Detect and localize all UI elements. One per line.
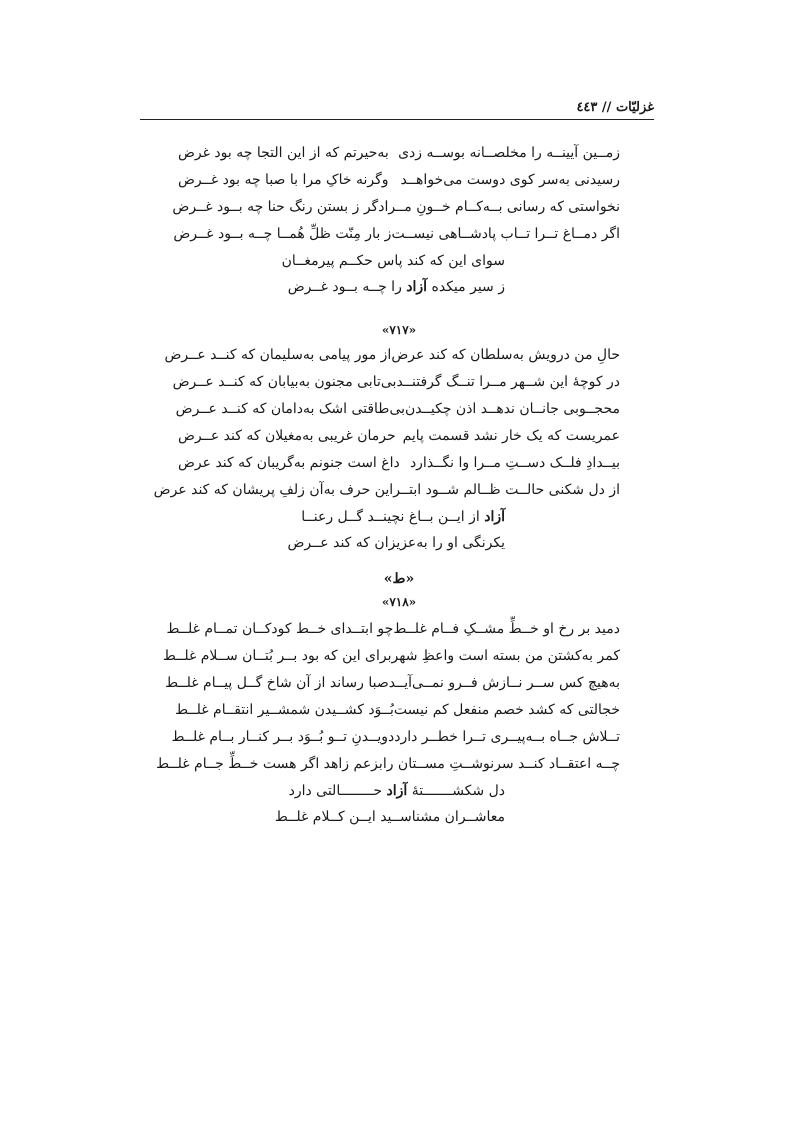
first-hemistich: خجالتی که کشد خصم منفعل کم نیست	[393, 702, 620, 718]
first-hemistich: کمر به‌کشتن من بسته است واعظِ شهر	[391, 648, 620, 664]
closing-text: حــــــــالتی دارد	[288, 783, 387, 799]
closing-text: را چــه بــود غــرض	[287, 279, 407, 295]
header-rule	[140, 119, 654, 120]
ghazal-716	[172, 140, 620, 300]
verse	[178, 450, 620, 477]
verse	[166, 616, 620, 643]
verse	[164, 342, 620, 369]
closing-hemistich	[178, 778, 620, 804]
verse	[178, 140, 620, 167]
closing-text: دل شکشـــــــتهٔ	[407, 783, 505, 799]
page-content	[153, 140, 620, 830]
first-hemistich: اگر دمــاغ تــرا تــاب پادشــاهی نیســت	[391, 226, 620, 242]
first-hemistich: چــه اعتقــاد کنــد سرنوشــتِ مســتان را	[382, 756, 620, 772]
verse	[173, 221, 620, 248]
verse	[175, 396, 620, 423]
second-hemistich: چو ابتــدای خــط کودکــان تمــام غلــط	[166, 621, 394, 637]
poet-name: آزاد	[386, 783, 408, 799]
second-hemistich: دویــدنِ تــو بُــوَد بــر کنــار بــام غلــط	[171, 729, 395, 745]
closing-hemistich	[178, 804, 620, 830]
first-hemistich: حالِ من درویش به‌سلطان که کند عرض	[391, 347, 620, 363]
first-hemistich: دمید بر رخ او خــطِّ مشــکِ فــام غلــط	[393, 621, 620, 637]
first-hemistich: به‌هیچ کس ســر نــازش فــرو نمــی‌آیــد	[388, 675, 620, 691]
second-hemistich: بی‌تابی مجنون به‌بیابان که کنــد عــرض	[172, 374, 397, 390]
closing-text: ز سیر میکده	[427, 279, 505, 295]
verse	[172, 194, 620, 221]
first-hemistich: تــلاش جــاه بــه‌پیــری تــرا خطــر دارد	[394, 729, 620, 745]
second-hemistich: ز بار مِنّت ظلِّ هُمــا چــه بــود غــرض	[173, 226, 392, 242]
verse	[178, 423, 620, 450]
verse	[162, 643, 620, 670]
poet-name: آزاد	[406, 279, 428, 295]
second-hemistich: داغ است جنونم به‌گریبان که کند عرض	[178, 455, 400, 471]
second-hemistich: حرمان غریبی به‌مغیلان که کند عــرض	[178, 428, 396, 444]
ghazal-718	[156, 592, 620, 830]
ghazal-717	[153, 320, 620, 556]
section-letter-heading: «ط»	[383, 571, 415, 587]
closing-hemistich	[178, 248, 620, 274]
second-hemistich: بُــوَد کشــیدن شمشــیر انتقــام غلــط	[175, 702, 394, 718]
first-hemistich: در کوچهٔ این شــهر مــرا تنــگ گرفتنــد	[396, 374, 620, 390]
ghazal-number: «٧١٧»	[381, 323, 417, 337]
verse	[172, 369, 620, 396]
closing-hemistich	[178, 274, 620, 300]
first-hemistich: از دل شکنی حالــت ظــالم شــود ابتــر	[393, 482, 620, 498]
first-hemistich: بیــدادِ فلــک دســتِ مــرا وا نگــذارد	[409, 455, 620, 471]
verse	[156, 751, 620, 778]
first-hemistich: زمــین آیینــه را مخلصــانه بوســه زدی	[398, 145, 620, 161]
second-hemistich: به‌حیرتم که از این التجا چه بود غرض	[178, 145, 389, 161]
first-hemistich: رسیدنی به‌سر کوی دوست می‌خواهــد	[400, 172, 620, 188]
second-hemistich: وگرنه خاکِ مرا با صبا چه بود غــرض	[178, 172, 389, 188]
second-hemistich: برای این که بود بــر بُتــان ســلام غلــط	[162, 648, 392, 664]
second-hemistich: بزعم زاهد اگر هست خــطِّ جــام غلــط	[156, 756, 383, 772]
closing-hemistich	[178, 530, 620, 556]
second-hemistich: بی‌طاقتی اشک به‌دامان که کنــد عــرض	[175, 401, 406, 417]
first-hemistich: محجــوبی جانــان ندهــد اذن چکیــدن	[405, 401, 620, 417]
second-hemistich: از مور پیامی به‌سلیمان که کنــد عــرض	[164, 347, 392, 363]
closing-text: معاشــران مشناســید ایــن کــلام غلــط	[274, 809, 505, 825]
verse	[175, 697, 620, 724]
first-hemistich: نخواستی که رسانی بــه‌کــام خــونِ مــرا	[384, 199, 620, 215]
verse	[178, 167, 620, 194]
ghazal-number: «٧١٨»	[381, 595, 417, 609]
closing-hemistich	[178, 504, 620, 530]
second-hemistich: این حرف به‌آن زلفِ پریشان که کند عرض	[153, 482, 394, 498]
verse	[153, 477, 620, 504]
second-hemistich: صبا رساند از آن شاخ گــل پیــام غلــط	[165, 675, 389, 691]
verse	[171, 724, 620, 751]
running-header-title: غزلیّات // ٤٤٣	[576, 100, 654, 115]
closing-text: از ایــن بــاغ نچینــد گــل رعنــا	[301, 509, 485, 525]
closing-text: سوای این که کند پاس حکــم پیرمغــان	[281, 253, 505, 269]
closing-text: یکرنگی او را به‌عزیزان که کند عــرض	[287, 535, 505, 551]
second-hemistich: دگر ز بستن رنگ حنا چه بــود غــرض	[172, 199, 385, 215]
poet-name: آزاد	[484, 509, 505, 525]
verse	[165, 670, 620, 697]
page-header	[140, 94, 654, 120]
first-hemistich: عمریست که یک خار نشد قسمت پایم	[402, 428, 620, 444]
